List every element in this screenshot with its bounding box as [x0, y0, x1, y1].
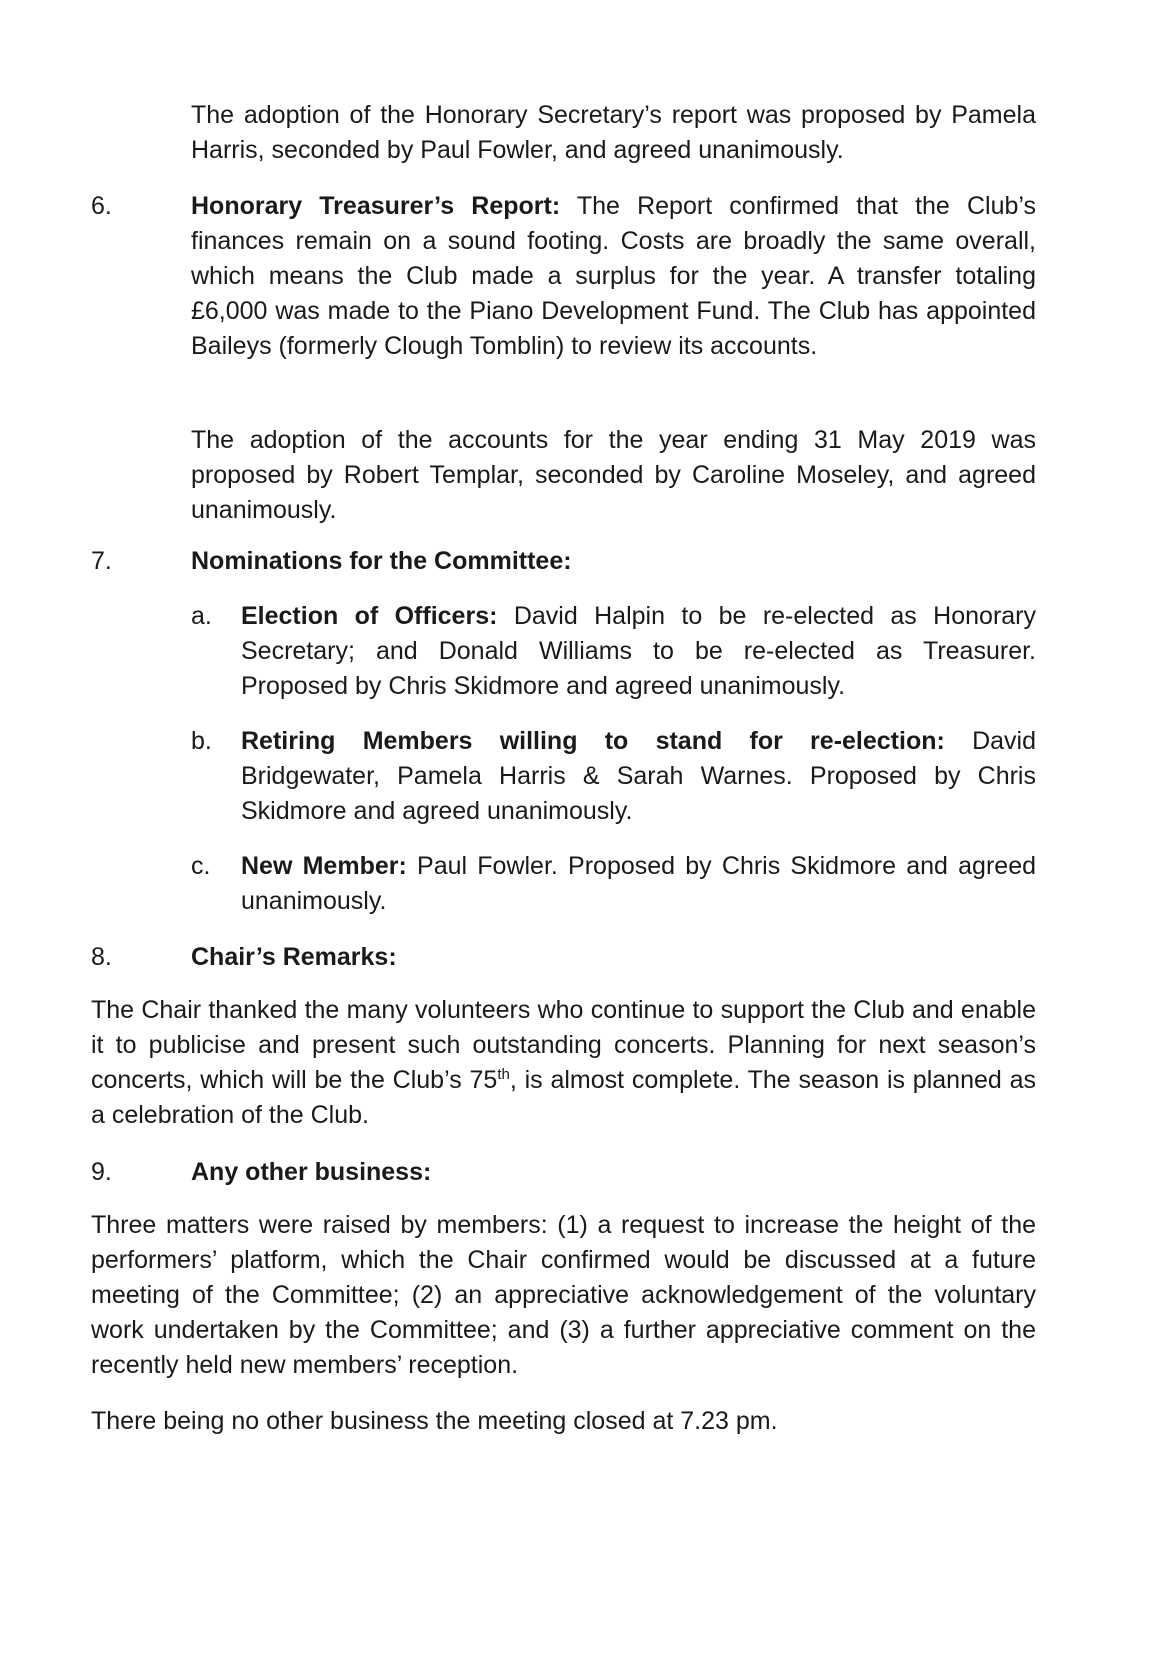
item-7c-new-member: [241, 849, 1036, 919]
item-8-heading: Chair’s Remarks:: [191, 943, 397, 971]
item-6-treasurer-report: [191, 189, 1036, 364]
item-7a-letter: a.: [191, 602, 212, 630]
item-9-heading: Any other business:: [191, 1158, 432, 1186]
other-business-text: Three matters were raised by members: (1) a request to increase the height of the performers’ platform, which the Chair confirmed would be discussed at a future meeting of the Committee; (2) an appreciative acknowledgement of the voluntary work undertaken by the Committee; and (3) a further appreciative comment on the recently held new members’ reception.: [91, 1211, 1036, 1379]
item-7-number: 7.: [91, 547, 112, 575]
chair-remarks-part-1: The Chair thanked the many volunteers who continue to support the Club and enable it to publicise and present such outstanding concerts. Planning for next season’s concerts, which will be the Club’s 75: [91, 996, 1036, 1094]
item-9-number: 9.: [91, 1158, 112, 1186]
accounts-adoption: The adoption of the accounts for the year ending 31 May 2019 was proposed by Robert Templar, seconded by Caroline Moseley, and agreed unanimously.: [191, 426, 1036, 524]
item-6-heading: Honorary Treasurer’s Report:: [191, 192, 561, 220]
item-7b-text: David Bridgewater, Pamela Harris & Sarah Warnes. Proposed by Chris Skidmore and agreed unanimously.: [241, 727, 1036, 825]
item-7b-heading: Retiring Members willing to stand for re-election:: [241, 727, 945, 755]
item-7b-retiring-members: [241, 724, 1036, 829]
item-7b-letter: b.: [191, 727, 212, 755]
item-6-number: 6.: [91, 192, 112, 220]
chair-remarks-part-2: , is almost complete. The season is planned as a celebration of the Club.: [91, 1066, 1037, 1129]
secretary-report-adoption: The adoption of the Honorary Secretary’s report was proposed by Pamela Harris, seconded by Paul Fowler, and agreed unanimously.: [191, 101, 1036, 164]
item-7a-heading: Election of Officers:: [241, 602, 498, 630]
item-8-number: 8.: [91, 943, 112, 971]
item-7a-election-of-officers: [241, 599, 1036, 704]
item-7c-heading: New Member:: [241, 852, 407, 880]
item-7-heading: Nominations for the Committee:: [191, 547, 572, 575]
chair-remarks-text: [91, 993, 1036, 1133]
item-7c-text: Paul Fowler. Proposed by Chris Skidmore and agreed unanimously.: [241, 852, 1036, 915]
closing-statement: There being no other business the meeting closed at 7.23 pm.: [91, 1407, 778, 1435]
item-7a-text: David Halpin to be re-elected as Honorary Secretary; and Donald Williams to be re-elected as Treasurer. Proposed by Chris Skidmore and agreed unanimously.: [241, 602, 1036, 700]
item-7c-letter: c.: [191, 852, 211, 880]
item-6-text: The Report confirmed that the Club’s finances remain on a sound footing. Costs are broadly the same overall, which means the Club made a surplus for the year. A transfer totaling £6,000 was made to the Piano Development Fund. The Club has appointed Baileys (formerly Clough Tomblin) to review its accounts.: [191, 192, 1037, 360]
ordinal-superscript: th: [497, 1066, 510, 1083]
